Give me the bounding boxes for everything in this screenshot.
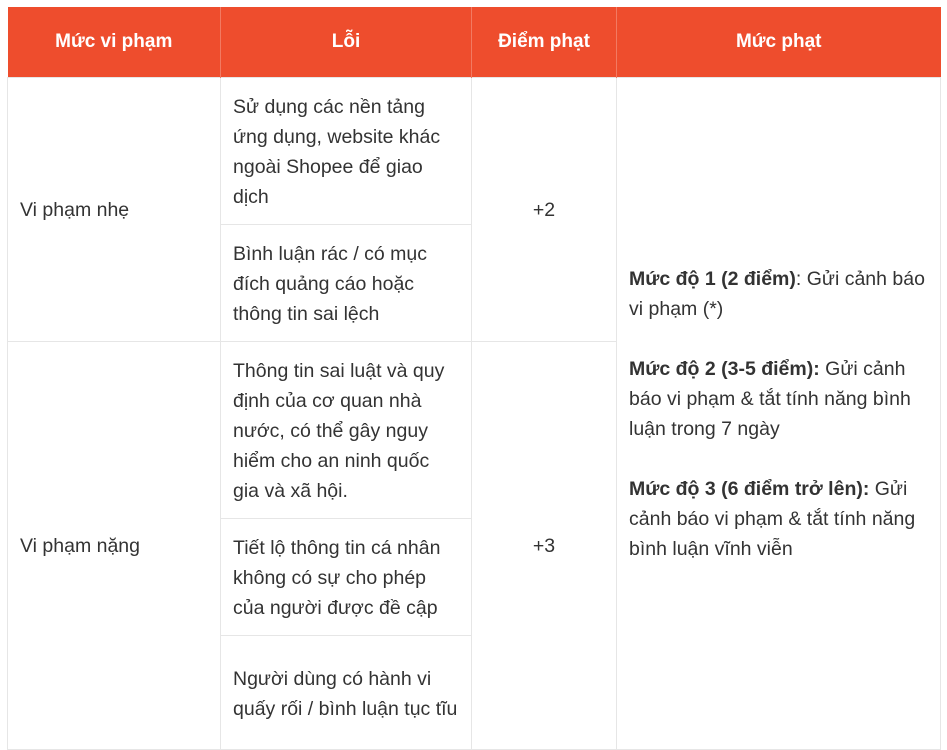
penalty-label: Mức độ 2 (3-5 điểm):: [629, 357, 820, 380]
penalty-level-1: [629, 264, 928, 324]
penalty-text: Gửi cảnh báo vi phạm & tắt tính năng bình luận trong 7 ngày: [629, 357, 911, 440]
penalty-label: Mức độ 1 (2 điểm): [629, 267, 796, 290]
penalty-cell: [617, 78, 941, 750]
violation-table: [7, 7, 941, 750]
penalty-level-2: [629, 354, 928, 444]
penalty-level-3: [629, 474, 928, 564]
penalty-label: Mức độ 3 (6 điểm trở lên):: [629, 477, 870, 500]
penalty-text: Gửi cảnh báo vi phạm & tắt tính năng bình luận vĩnh viễn: [629, 477, 916, 560]
header-penalty: Mức phạt: [617, 7, 941, 78]
error-cell: Bình luận rác / có mục đích quảng cáo hoặc thông tin sai lệch: [221, 225, 472, 342]
error-cell: Sử dụng các nền tảng ứng dụng, website khác ngoài Shopee để giao dịch: [221, 78, 472, 225]
level-cell-major: Vi phạm nặng: [8, 342, 221, 750]
error-cell: Thông tin sai luật và quy định của cơ quan nhà nước, có thể gây nguy hiểm cho an ninh quốc gia và xã hội.: [221, 342, 472, 519]
error-cell: Người dùng có hành vi quấy rối / bình luận tục tĩu: [221, 636, 472, 750]
header-level: Mức vi phạm: [8, 7, 221, 78]
error-cell: Tiết lộ thông tin cá nhân không có sự cho phép của người được đề cập: [221, 519, 472, 636]
table-row: [8, 78, 941, 225]
header-error: Lỗi: [221, 7, 472, 78]
level-cell-minor: Vi phạm nhẹ: [8, 78, 221, 342]
penalty-text: : Gửi cảnh báo vi phạm (*): [629, 267, 925, 320]
points-cell-minor: +2: [472, 78, 617, 342]
header-row: [8, 7, 941, 78]
header-points: Điểm phạt: [472, 7, 617, 78]
points-cell-major: +3: [472, 342, 617, 750]
